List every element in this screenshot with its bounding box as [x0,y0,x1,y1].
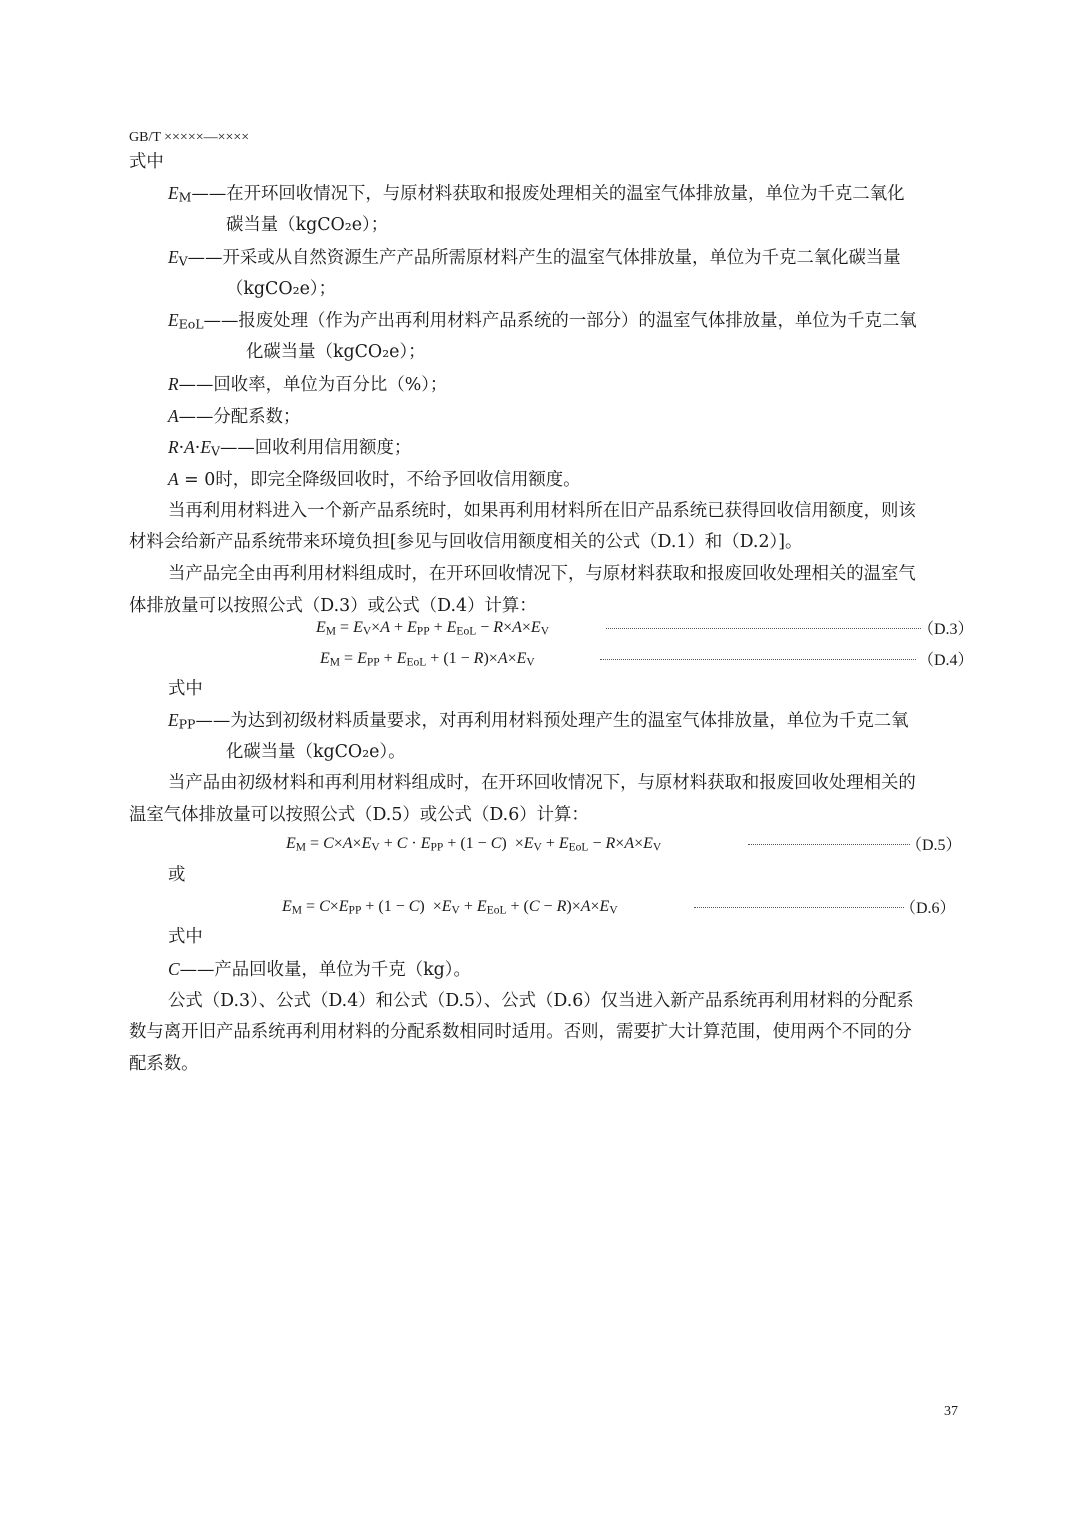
definition-a: A——分配系数； [168,406,301,427]
page-number: 37 [944,1404,958,1419]
formula-d5-leader [748,844,910,845]
paragraph-2-line-1: 当产品完全由再利用材料组成时，在开环回收情况下，与原材料获取和报废回收处理相关的温室气 [168,564,916,584]
definition-ev: $E_V——$开采或从自然资源生产产品所需原材料产生的温室气体排放量，单位为千克二氧化碳当量 [168,247,901,269]
paragraph-3-line-1: 当产品由初级材料和再利用材料组成时，在开环回收情况下，与原材料获取和报废回收处理相关的 [168,773,916,793]
paragraph-1-line-2: 材料会给新产品系统带来环境负担[参见与回收信用额度相关的公式（D.1）和（D.2）]。 [129,532,803,552]
paragraph-4-line-3: 配系数。 [129,1054,199,1074]
formula-d4-leader [600,659,916,660]
where-label-2: 式中 [168,679,203,699]
formula-d3-leader [606,628,921,629]
paragraph-1-line-1: 当再利用材料进入一个新产品系统时，如果再利用材料所在旧产品系统已获得回收信用额度，则该 [168,501,916,521]
formula-d6-label: （D.6） [900,900,956,917]
paragraph-4-line-2: 数与离开旧产品系统再利用材料的分配系数相同时适用。否则，需要扩大计算范围，使用两个不同的分 [129,1022,912,1042]
definition-ev-cont: （kgCO₂e）； [226,279,336,299]
definition-a-zero: A = 0时，即完全降级回收时，不给予回收信用额度。 [168,469,581,490]
formula-d4-label: （D.4） [918,652,974,669]
definition-eeol-cont: 化碳当量（kgCO₂e）； [246,342,426,362]
definition-em: $E_M——$在开环回收情况下，与原材料获取和报废处理相关的温室气体排放量，单位为千克二氧化 [168,183,905,205]
definition-eeol: $E_{EoL}——$报废处理（作为产出再利用材料产品系统的一部分）的温室气体排放量，单位为千克二氧 [168,310,917,332]
definition-r: R——回收率，单位为百分比（%）； [168,374,448,395]
paragraph-2-line-2: 体排放量可以按照公式（D.3）或公式（D.4）计算： [129,596,537,616]
where-label-3: 式中 [168,927,203,947]
or-word: 或 [168,865,186,885]
definition-em-cont: 碳当量（kgCO₂e）； [226,215,389,235]
where-label: 式中 [129,152,164,172]
definition-epp: $E_{PP}——$为达到初级材料质量要求，对再利用材料预处理产生的温室气体排放量，单位为千克二氧 [168,710,909,732]
paragraph-3-line-2: 温室气体排放量可以按照公式（D.5）或公式（D.6）计算： [129,805,589,825]
formula-d5-label: （D.5） [906,837,962,854]
definition-raev: $R\cdot A\cdot E_V——$回收利用信用额度； [168,437,412,459]
formula-d6: $E_M = C\times E_{PP} + (1 - C) \times E_V + E_{EoL} + (C - R)\times A\times E_V$ [282,898,618,917]
formula-d3: $E_M = E_V\times A + E_{PP} + E_{EoL} - R\times A\times E_V$ [316,619,550,638]
formula-d4: $E_M = E_{PP} + E_{EoL} + (1 - R)\times A\times E_V$ [320,650,535,669]
formula-d6-leader [694,907,904,908]
definition-epp-cont: 化碳当量（kgCO₂e）。 [226,742,406,762]
formula-d3-label: （D.3） [918,621,974,638]
formula-d5: $E_M = C\times A\times E_V + C \cdot E_{PP} + (1 - C) \times E_V + E_{EoL} - R\times A\times E_V$ [286,835,662,854]
paragraph-4-line-1: 公式（D.3）、公式（D.4）和公式（D.5）、公式（D.6）仅当进入新产品系统再利用材料的分配系 [168,991,914,1011]
document-header-id: GB/T ×××××—×××× [129,130,250,145]
definition-c: C——产品回收量，单位为千克（kg）。 [168,959,471,980]
